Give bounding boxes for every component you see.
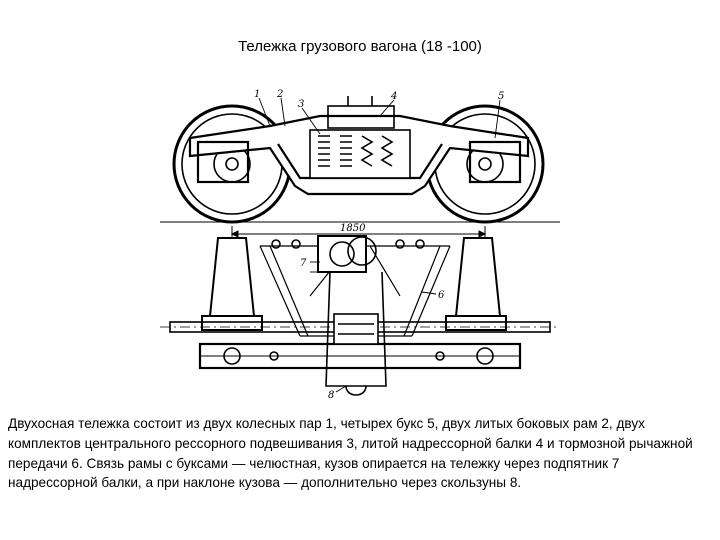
dimension-label: 1850: [340, 223, 366, 234]
part-label-6: 6: [438, 290, 445, 301]
part-label-7: 7: [300, 258, 307, 269]
left-wheel: [174, 106, 290, 222]
part-label-3: 3: [298, 99, 305, 110]
slide-caption: Двухосная тележка состоит из двух колесных пар 1, четырех букс 5, двух литых боковых рам 2, двух комплектов центрального рессорного подвешивания 3, литой надрессорной балки 4 и тормозной рычажной передачи 6. Связь рамы с буксами — челюстная, кузов опирается на тележку через подпятник 7 надрессорной балки, а при наклоне кузова — дополнительно через скользуны 8.: [8, 416, 693, 491]
part-label-4: 4: [391, 91, 398, 102]
bogie-drawing: [150, 86, 570, 402]
part-label-2: 2: [277, 89, 284, 100]
right-wheel: [427, 106, 543, 222]
part-label-8: 8: [328, 390, 335, 401]
slide-title: Тележка грузового вагона (18 -100): [238, 38, 482, 55]
plan-view: [160, 236, 560, 395]
part-label-1: 1: [254, 89, 261, 100]
part-label-5: 5: [498, 91, 505, 102]
spring-set: [310, 96, 410, 178]
